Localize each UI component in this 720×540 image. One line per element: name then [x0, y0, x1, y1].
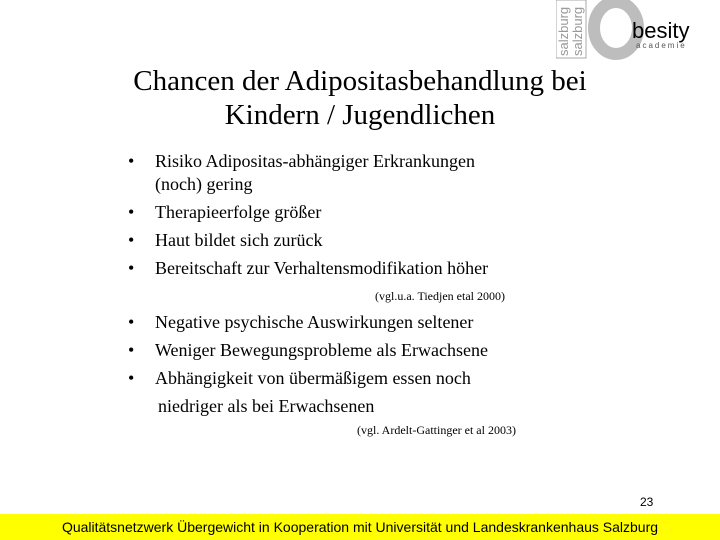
bullet-dot: • [128, 340, 135, 360]
slide-title-line-1: Chancen der Adipositasbehandlung bei [133, 65, 587, 97]
bullet-text: Therapieerfolge größer [155, 202, 322, 222]
bullet-item [125, 311, 575, 334]
logo-sub-text: academie [636, 41, 687, 50]
bullet-list-advantages [125, 150, 575, 280]
citation-2: (vgl. Ardelt-Gattinger et al 2003) [357, 423, 516, 437]
bullet-text-cont: (noch) gering [155, 174, 253, 194]
page-number: 23 [640, 495, 654, 509]
bullet-text: Abhängigkeit von übermäßigem essen noch [155, 368, 471, 388]
bullet-dot: • [128, 230, 135, 250]
bullet-item [125, 150, 575, 196]
bullet-dot: • [128, 151, 135, 171]
bullet-text: Bereitschaft zur Verhaltensmodifikation höher [155, 258, 489, 278]
bullet-item [125, 367, 575, 418]
bullet-item [125, 339, 575, 362]
bullet-item [125, 229, 575, 252]
logo-vertical-text-2: salzburg [570, 6, 585, 56]
bullet-text: Risiko Adipositas-abhängiger Erkrankungen [155, 151, 475, 171]
bullet-dot: • [128, 312, 135, 332]
bullet-text: Haut bildet sich zurück [155, 230, 323, 250]
logo-graphic [556, 0, 720, 62]
bullet-item [125, 257, 575, 280]
obesity-academie-logo [556, 0, 720, 62]
bullet-text: Negative psychische Auswirkungen seltener [155, 312, 474, 332]
slide-title-line-2: Kindern / Jugendlichen [224, 99, 496, 131]
logo-vertical-text: salzburg [556, 6, 571, 56]
bullet-text-cont: niedriger als bei Erwachsenen [158, 396, 375, 416]
bullet-item [125, 201, 575, 224]
bullet-dot: • [128, 368, 135, 388]
logo-brand-text: besity [632, 18, 690, 43]
bullet-dot: • [128, 202, 135, 222]
bullet-dot: • [128, 258, 135, 278]
bullet-list-more-advantages [125, 311, 575, 418]
footer-banner: Qualitätsnetzwerk Übergewicht in Kooperation mit Universität und Landeskrankenhaus Salzburg [0, 514, 720, 540]
bullet-text: Weniger Bewegungsprobleme als Erwachsene [155, 340, 488, 360]
citation-1: (vgl.u.a. Tiedjen etal 2000) [375, 289, 505, 303]
